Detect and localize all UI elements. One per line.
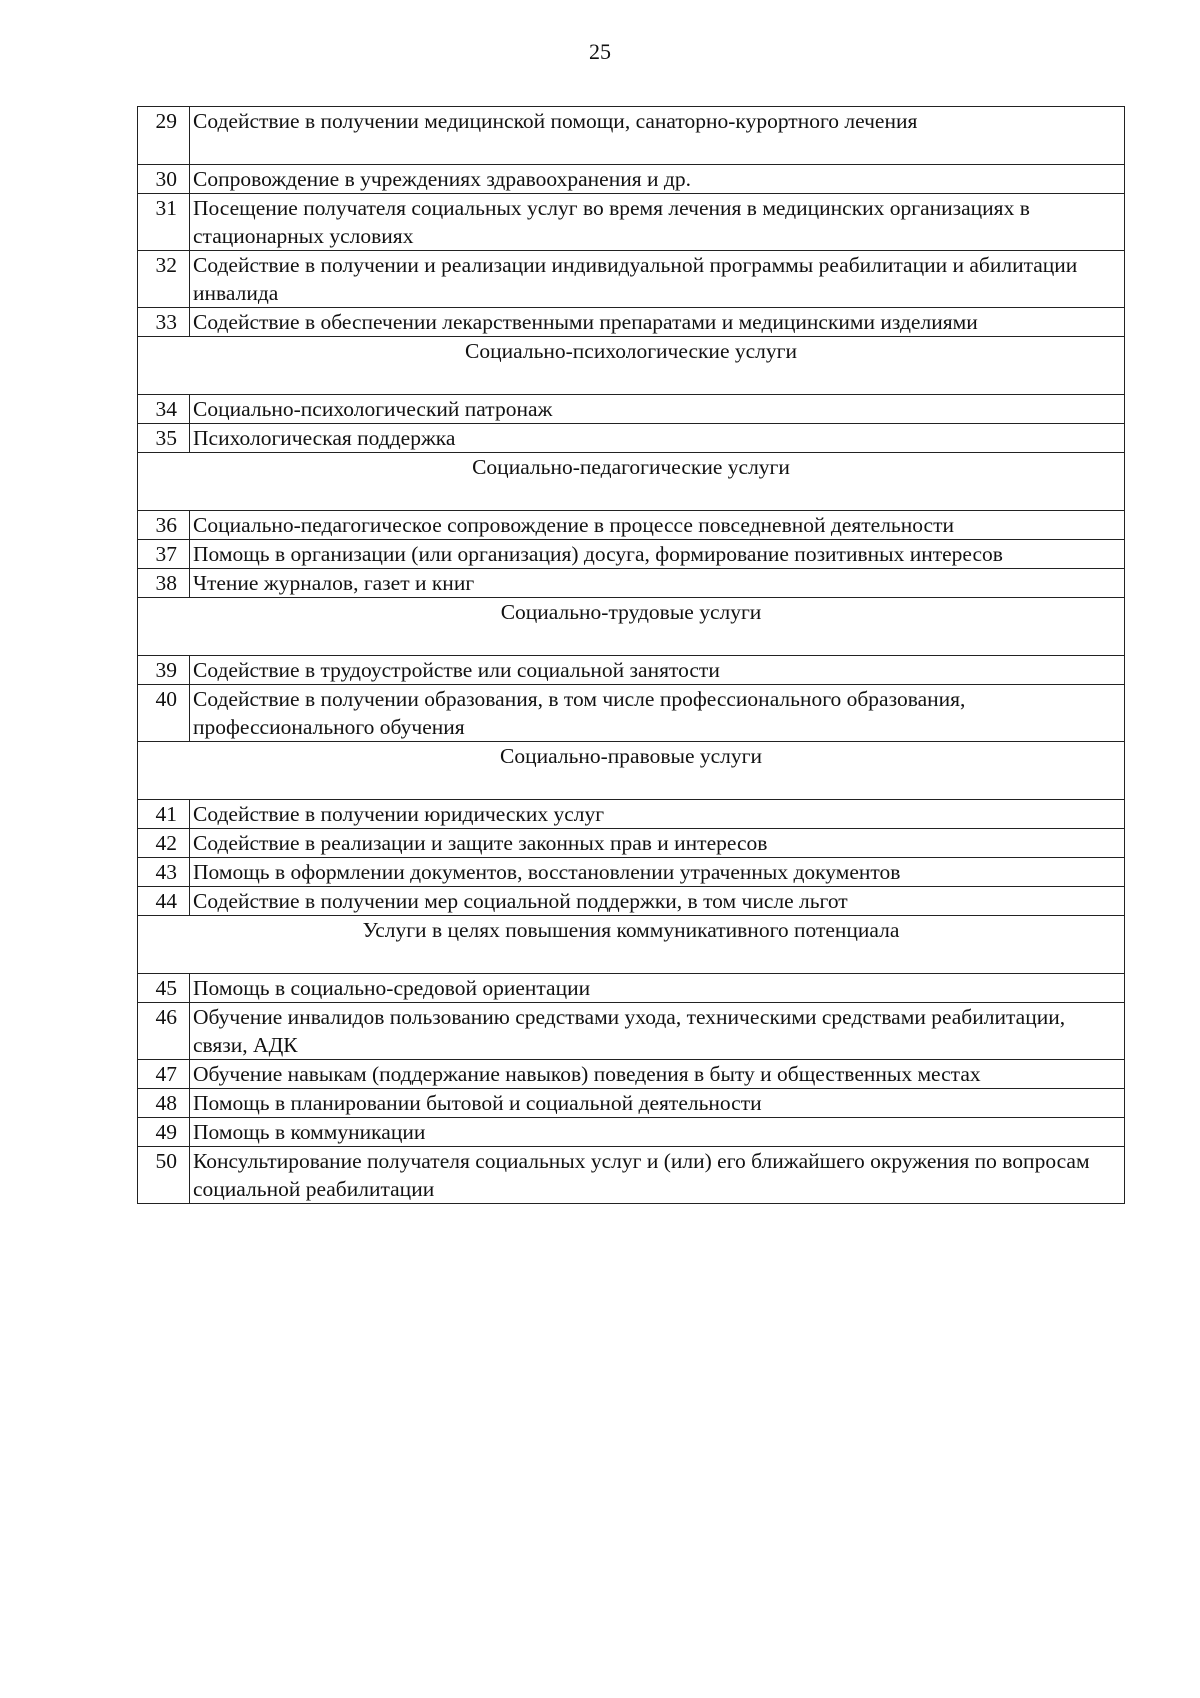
service-name: Помощь в социально-средовой ориентации [190, 974, 1125, 1003]
section-title: Услуги в целях повышения коммуникативного потенциала [138, 916, 1125, 974]
row-number: 49 [138, 1118, 190, 1147]
section-title: Социально-правовые услуги [138, 742, 1125, 800]
row-number: 42 [138, 829, 190, 858]
service-name: Помощь в коммуникации [190, 1118, 1125, 1147]
row-number: 50 [138, 1147, 190, 1204]
row-number: 43 [138, 858, 190, 887]
row-number: 30 [138, 165, 190, 194]
service-name: Психологическая поддержка [190, 424, 1125, 453]
table-row [138, 800, 1125, 829]
row-number: 31 [138, 194, 190, 251]
row-number: 37 [138, 540, 190, 569]
service-name: Обучение инвалидов пользованию средствами ухода, техническими средствами реабилитации, связи, АДК [190, 1003, 1125, 1060]
row-number: 46 [138, 1003, 190, 1060]
row-number: 38 [138, 569, 190, 598]
row-number: 34 [138, 395, 190, 424]
service-name: Содействие в получении мер социальной поддержки, в том числе льгот [190, 887, 1125, 916]
service-name: Содействие в получении юридических услуг [190, 800, 1125, 829]
table-row [138, 569, 1125, 598]
table-row [138, 395, 1125, 424]
row-number: 33 [138, 308, 190, 337]
page-number: 25 [589, 39, 611, 64]
section-title: Социально-трудовые услуги [138, 598, 1125, 656]
service-name: Сопровождение в учреждениях здравоохранения и др. [190, 165, 1125, 194]
service-name: Посещение получателя социальных услуг во время лечения в медицинских организациях в стационарных условиях [190, 194, 1125, 251]
row-number: 48 [138, 1089, 190, 1118]
service-name: Чтение журналов, газет и книг [190, 569, 1125, 598]
table-row [138, 308, 1125, 337]
table-row [138, 974, 1125, 1003]
table-row [138, 1060, 1125, 1089]
service-name: Консультирование получателя социальных услуг и (или) его ближайшего окружения по вопросам социальной реабилитации [190, 1147, 1125, 1204]
table-row [138, 1089, 1125, 1118]
service-name: Содействие в получении и реализации индивидуальной программы реабилитации и абилитации инвалида [190, 251, 1125, 308]
service-name: Помощь в организации (или организация) досуга, формирование позитивных интересов [190, 540, 1125, 569]
table-row [138, 685, 1125, 742]
service-name: Содействие в реализации и защите законных прав и интересов [190, 829, 1125, 858]
section-header-row [138, 598, 1125, 656]
row-number: 32 [138, 251, 190, 308]
section-title: Социально-педагогические услуги [138, 453, 1125, 511]
row-number: 29 [138, 107, 190, 165]
services-table [137, 106, 1125, 1204]
table-row [138, 540, 1125, 569]
service-name: Социально-педагогическое сопровождение в процессе повседневной деятельности [190, 511, 1125, 540]
table-row [138, 829, 1125, 858]
table-row [138, 1003, 1125, 1060]
table-row [138, 107, 1125, 165]
services-table-body [138, 107, 1125, 1204]
table-row [138, 511, 1125, 540]
table-row [138, 656, 1125, 685]
row-number: 41 [138, 800, 190, 829]
service-name: Содействие в обеспечении лекарственными препаратами и медицинскими изделиями [190, 308, 1125, 337]
section-header-row [138, 916, 1125, 974]
table-row [138, 194, 1125, 251]
service-name: Социально-психологический патронаж [190, 395, 1125, 424]
section-header-row [138, 742, 1125, 800]
row-number: 35 [138, 424, 190, 453]
row-number: 45 [138, 974, 190, 1003]
table-row [138, 165, 1125, 194]
row-number: 36 [138, 511, 190, 540]
row-number: 40 [138, 685, 190, 742]
table-row [138, 1118, 1125, 1147]
service-name: Помощь в планировании бытовой и социальной деятельности [190, 1089, 1125, 1118]
section-header-row [138, 453, 1125, 511]
service-name: Содействие в получении медицинской помощи, санаторно-курортного лечения [190, 107, 1125, 165]
row-number: 39 [138, 656, 190, 685]
row-number: 44 [138, 887, 190, 916]
table-row [138, 424, 1125, 453]
service-name: Содействие в трудоустройстве или социальной занятости [190, 656, 1125, 685]
service-name: Содействие в получении образования, в том числе профессионального образования, профессионального обучения [190, 685, 1125, 742]
table-row [138, 1147, 1125, 1204]
table-row [138, 887, 1125, 916]
table-row [138, 251, 1125, 308]
service-name: Обучение навыкам (поддержание навыков) поведения в быту и общественных местах [190, 1060, 1125, 1089]
service-name: Помощь в оформлении документов, восстановлении утраченных документов [190, 858, 1125, 887]
table-row [138, 858, 1125, 887]
row-number: 47 [138, 1060, 190, 1089]
section-header-row [138, 337, 1125, 395]
section-title: Социально-психологические услуги [138, 337, 1125, 395]
